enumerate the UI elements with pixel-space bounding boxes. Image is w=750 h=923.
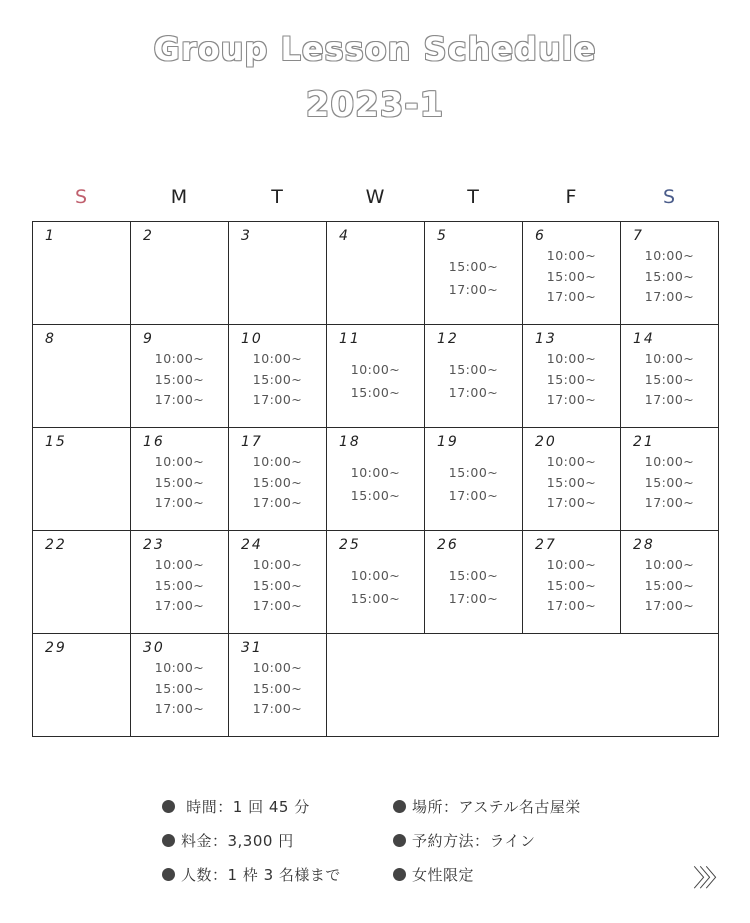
calendar-day-cell bbox=[32, 221, 131, 325]
lesson-time-slot: 15:00~ bbox=[252, 371, 303, 387]
lesson-time-slot: 15:00~ bbox=[546, 371, 597, 387]
day-number: 11 bbox=[339, 331, 361, 347]
lesson-time-slot: 17:00~ bbox=[448, 385, 499, 400]
day-number: 12 bbox=[437, 331, 459, 347]
calendar-grid bbox=[32, 221, 718, 736]
calendar-day-cell bbox=[228, 221, 327, 325]
day-number: 27 bbox=[535, 537, 557, 553]
calendar-day-cell bbox=[32, 324, 131, 428]
lesson-time-slot: 17:00~ bbox=[644, 392, 695, 407]
lesson-times bbox=[425, 358, 522, 404]
calendar-day-cell bbox=[522, 221, 621, 325]
lesson-times bbox=[131, 349, 228, 411]
calendar-day-cell bbox=[228, 427, 327, 531]
info-place bbox=[393, 796, 581, 817]
lesson-times bbox=[327, 564, 424, 610]
calendar-day-cell bbox=[522, 530, 621, 634]
lesson-time-slot: 10:00~ bbox=[154, 454, 205, 469]
lesson-time-slot: 17:00~ bbox=[546, 289, 597, 304]
lesson-time-slot: 10:00~ bbox=[154, 660, 205, 675]
lesson-time-slot: 10:00~ bbox=[154, 351, 205, 366]
lesson-time-slot: 10:00~ bbox=[252, 351, 303, 366]
lesson-time-slot: 15:00~ bbox=[644, 577, 695, 593]
lesson-time-slot: 15:00~ bbox=[154, 680, 205, 696]
day-number: 5 bbox=[437, 228, 448, 244]
lesson-time-slot: 10:00~ bbox=[350, 568, 401, 583]
bullet-icon bbox=[162, 834, 175, 847]
day-number: 17 bbox=[241, 434, 263, 450]
lesson-time-slot: 17:00~ bbox=[252, 701, 303, 716]
day-number: 30 bbox=[143, 640, 165, 656]
lesson-times bbox=[327, 358, 424, 404]
day-number: 20 bbox=[535, 434, 557, 450]
lesson-times bbox=[229, 555, 326, 617]
day-number: 18 bbox=[339, 434, 361, 450]
lesson-times bbox=[229, 349, 326, 411]
info-booking-text: 予約方法：ライン bbox=[412, 832, 536, 850]
lesson-time-slot: 17:00~ bbox=[252, 598, 303, 613]
day-number: 6 bbox=[535, 228, 546, 244]
calendar-day-cell bbox=[620, 427, 719, 531]
lesson-time-slot: 10:00~ bbox=[644, 557, 695, 572]
lesson-time-slot: 15:00~ bbox=[546, 577, 597, 593]
page-title: Group Lesson Schedule bbox=[153, 30, 597, 68]
lesson-time-slot: 15:00~ bbox=[252, 680, 303, 696]
lesson-time-slot: 10:00~ bbox=[154, 557, 205, 572]
calendar-day-cell bbox=[326, 530, 425, 634]
lesson-time-slot: 15:00~ bbox=[350, 488, 401, 503]
lesson-time-slot: 17:00~ bbox=[252, 495, 303, 510]
calendar-day-cell bbox=[32, 530, 131, 634]
weekday-label: F bbox=[565, 186, 577, 208]
lesson-time-slot: 15:00~ bbox=[644, 371, 695, 387]
day-number: 19 bbox=[437, 434, 459, 450]
lesson-time-slot: 17:00~ bbox=[154, 701, 205, 716]
lesson-time-slot: 17:00~ bbox=[154, 495, 205, 510]
lesson-time-slot: 10:00~ bbox=[350, 465, 401, 480]
lesson-times bbox=[131, 658, 228, 720]
calendar-day-cell bbox=[424, 427, 523, 531]
lesson-time-slot: 15:00~ bbox=[448, 259, 499, 274]
calendar-day-cell bbox=[326, 324, 425, 428]
lesson-time-slot: 15:00~ bbox=[448, 568, 499, 583]
weekday-label: T bbox=[467, 186, 479, 208]
calendar-day-cell bbox=[620, 530, 719, 634]
calendar-day-cell bbox=[326, 427, 425, 531]
lesson-time-slot: 17:00~ bbox=[448, 591, 499, 606]
lesson-time-slot: 15:00~ bbox=[448, 362, 499, 377]
lesson-time-slot: 15:00~ bbox=[448, 465, 499, 480]
lesson-times bbox=[621, 246, 718, 308]
day-number: 9 bbox=[143, 331, 154, 347]
lesson-time-slot: 10:00~ bbox=[644, 454, 695, 469]
lesson-time-slot: 15:00~ bbox=[252, 474, 303, 490]
weekday-label: M bbox=[170, 186, 188, 208]
calendar-day-cell bbox=[32, 427, 131, 531]
lesson-times bbox=[523, 555, 620, 617]
day-number: 2 bbox=[143, 228, 154, 244]
day-number: 15 bbox=[45, 434, 67, 450]
weekday-label: S bbox=[662, 186, 676, 208]
lesson-times bbox=[131, 452, 228, 514]
calendar-day-cell bbox=[130, 427, 229, 531]
lesson-times bbox=[621, 452, 718, 514]
calendar-day-cell bbox=[228, 324, 327, 428]
day-number: 3 bbox=[241, 228, 252, 244]
lesson-time-slot: 17:00~ bbox=[644, 495, 695, 510]
lesson-times bbox=[425, 564, 522, 610]
lesson-time-slot: 17:00~ bbox=[546, 495, 597, 510]
day-number: 1 bbox=[45, 228, 56, 244]
day-number: 22 bbox=[45, 537, 67, 553]
info-capacity bbox=[162, 864, 341, 885]
lesson-time-slot: 10:00~ bbox=[252, 557, 303, 572]
info-fee-text: 料金：3,300 円 bbox=[181, 832, 294, 850]
info-women-only bbox=[393, 864, 474, 885]
weekday-label: S bbox=[74, 186, 88, 208]
day-number: 23 bbox=[143, 537, 165, 553]
lesson-time-slot: 15:00~ bbox=[154, 474, 205, 490]
lesson-time-slot: 15:00~ bbox=[252, 577, 303, 593]
lesson-time-slot: 17:00~ bbox=[154, 598, 205, 613]
lesson-time-slot: 10:00~ bbox=[546, 248, 597, 263]
info-duration bbox=[162, 796, 310, 817]
bullet-icon bbox=[162, 868, 175, 881]
day-number: 31 bbox=[241, 640, 263, 656]
calendar-day-cell bbox=[620, 324, 719, 428]
day-number: 16 bbox=[143, 434, 165, 450]
day-number: 10 bbox=[241, 331, 263, 347]
info-women-only-text: 女性限定 bbox=[412, 866, 475, 884]
lesson-time-slot: 10:00~ bbox=[350, 362, 401, 377]
lesson-time-slot: 15:00~ bbox=[154, 371, 205, 387]
bullet-icon bbox=[393, 800, 406, 813]
lesson-time-slot: 15:00~ bbox=[546, 268, 597, 284]
calendar-day-cell bbox=[620, 221, 719, 325]
calendar-day-cell bbox=[130, 324, 229, 428]
lesson-times bbox=[327, 461, 424, 507]
lesson-times bbox=[131, 555, 228, 617]
lesson-time-slot: 10:00~ bbox=[546, 454, 597, 469]
day-number: 8 bbox=[45, 331, 56, 347]
lesson-time-slot: 15:00~ bbox=[546, 474, 597, 490]
calendar-day-cell bbox=[130, 221, 229, 325]
info-place-text: 場所：アステル名古屋栄 bbox=[412, 798, 581, 816]
lesson-time-slot: 17:00~ bbox=[546, 392, 597, 407]
calendar-day-cell bbox=[130, 530, 229, 634]
lesson-time-slot: 10:00~ bbox=[252, 454, 303, 469]
lesson-time-slot: 17:00~ bbox=[448, 282, 499, 297]
info-duration-text: 時間：1 回 45 分 bbox=[181, 798, 310, 816]
info-booking bbox=[393, 830, 536, 851]
calendar-day-cell bbox=[522, 427, 621, 531]
lesson-time-slot: 17:00~ bbox=[546, 598, 597, 613]
calendar-day-cell bbox=[228, 530, 327, 634]
lesson-time-slot: 17:00~ bbox=[448, 488, 499, 503]
lesson-times bbox=[229, 658, 326, 720]
lesson-time-slot: 17:00~ bbox=[644, 289, 695, 304]
day-number: 26 bbox=[437, 537, 459, 553]
next-page-chevron-icon[interactable]: 〉〉〉 bbox=[693, 864, 723, 892]
bullet-icon bbox=[393, 868, 406, 881]
day-number: 25 bbox=[339, 537, 361, 553]
lesson-time-slot: 17:00~ bbox=[154, 392, 205, 407]
lesson-time-slot: 15:00~ bbox=[644, 268, 695, 284]
lesson-time-slot: 17:00~ bbox=[252, 392, 303, 407]
weekday-label: W bbox=[365, 186, 385, 208]
bullet-icon bbox=[162, 800, 175, 813]
empty-calendar-area bbox=[326, 633, 719, 737]
calendar-day-cell bbox=[424, 324, 523, 428]
lesson-time-slot: 15:00~ bbox=[350, 385, 401, 400]
day-number: 13 bbox=[535, 331, 557, 347]
calendar-day-cell bbox=[424, 530, 523, 634]
lesson-time-slot: 10:00~ bbox=[644, 248, 695, 263]
lesson-times bbox=[425, 255, 522, 301]
lesson-time-slot: 15:00~ bbox=[644, 474, 695, 490]
calendar-day-cell bbox=[522, 324, 621, 428]
calendar-day-cell bbox=[130, 633, 229, 737]
day-number: 21 bbox=[633, 434, 655, 450]
day-number: 7 bbox=[633, 228, 644, 244]
calendar-day-cell bbox=[228, 633, 327, 737]
lesson-time-slot: 10:00~ bbox=[252, 660, 303, 675]
calendar-day-cell bbox=[326, 221, 425, 325]
lesson-times bbox=[523, 349, 620, 411]
day-number: 28 bbox=[633, 537, 655, 553]
day-number: 29 bbox=[45, 640, 67, 656]
lesson-time-slot: 10:00~ bbox=[546, 351, 597, 366]
weekday-label: T bbox=[271, 186, 283, 208]
lesson-time-slot: 10:00~ bbox=[546, 557, 597, 572]
lesson-time-slot: 15:00~ bbox=[350, 591, 401, 606]
day-number: 4 bbox=[339, 228, 350, 244]
month-title: 2023-1 bbox=[305, 85, 445, 125]
info-capacity-text: 人数：1 枠 3 名様まで bbox=[181, 866, 341, 884]
lesson-times bbox=[523, 246, 620, 308]
lesson-times bbox=[425, 461, 522, 507]
day-number: 14 bbox=[633, 331, 655, 347]
lesson-times bbox=[621, 555, 718, 617]
lesson-time-slot: 15:00~ bbox=[154, 577, 205, 593]
info-fee bbox=[162, 830, 294, 851]
calendar-day-cell bbox=[424, 221, 523, 325]
lesson-times bbox=[621, 349, 718, 411]
day-number: 24 bbox=[241, 537, 263, 553]
lesson-time-slot: 17:00~ bbox=[644, 598, 695, 613]
lesson-times bbox=[229, 452, 326, 514]
calendar-day-cell bbox=[32, 633, 131, 737]
bullet-icon bbox=[393, 834, 406, 847]
lesson-time-slot: 10:00~ bbox=[644, 351, 695, 366]
lesson-times bbox=[523, 452, 620, 514]
